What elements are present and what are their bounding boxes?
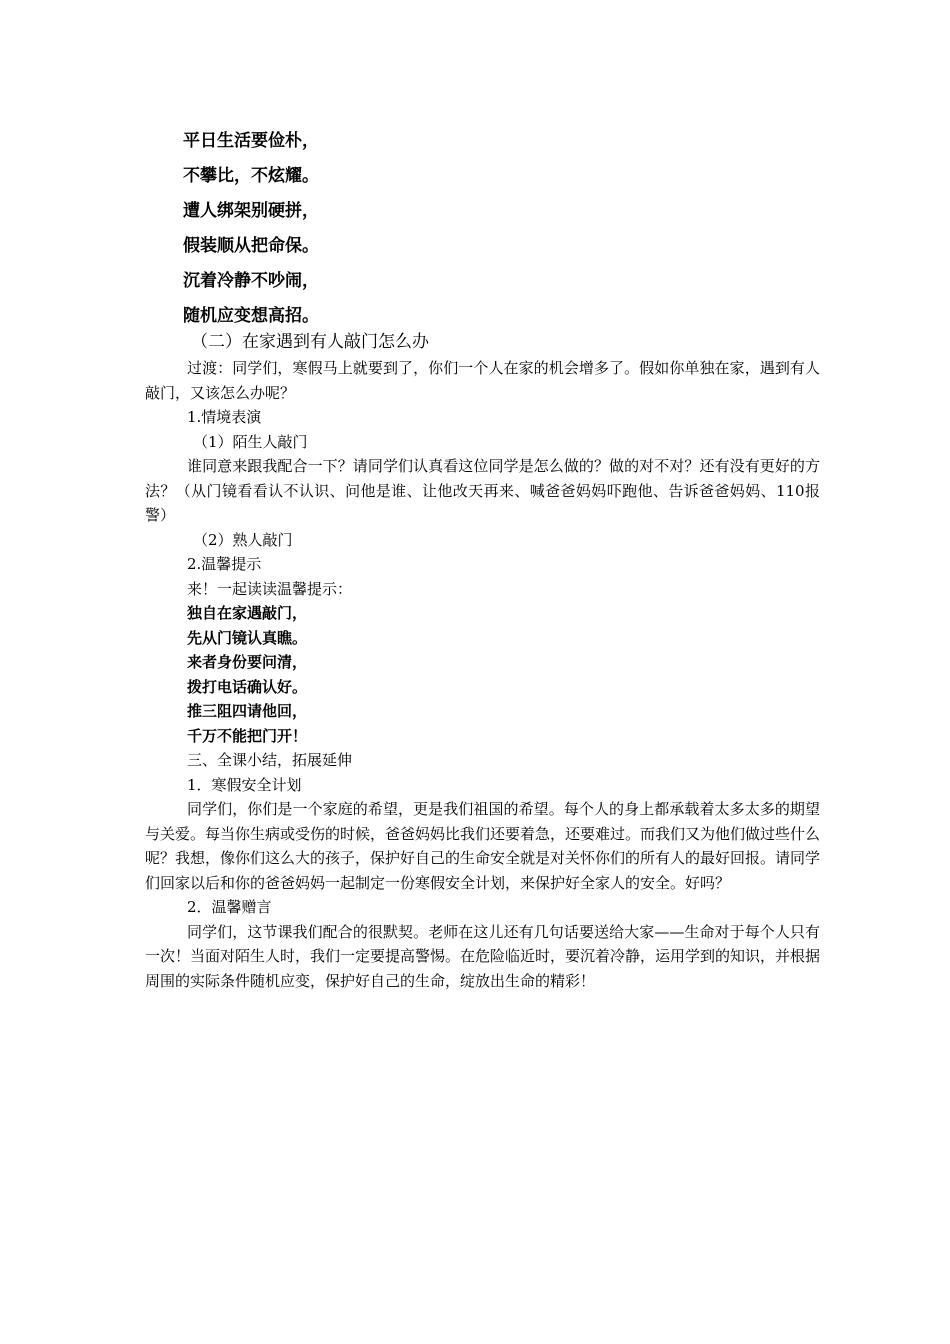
safety-rhyme (183, 124, 583, 334)
rhyme-line: 不攀比，不炫耀。 (183, 166, 319, 186)
item-title-message: 2．温馨赠言 (187, 898, 272, 916)
message-paragraph: 同学们，这节课我们配合的很默契。老师在这儿还有几句话要送给大家——生命对于每个人只有一次！当面对陌生人时，我们一定要提高警惕。在危险临近时，要沉着冷静，运用学到的知识，并根据周围的实际条件随机应变，保护好自己的生命，绽放出生命的精彩！ (145, 922, 821, 990)
tip-line: 独自在家遇敲门， (187, 604, 308, 622)
stranger-paragraph: 谁同意来跟我配合一下？请同学们认真看这位同学是怎么做的？做的对不对？还有没有更好的方法？（从门镜看看认不认识、问他是谁、让他改天再来、喊爸爸妈妈吓跑他、告诉爸爸妈妈、110报警） (145, 457, 820, 524)
lesson-body (145, 328, 820, 993)
tip-line: 先从门镜认真瞧。 (187, 628, 308, 647)
rhyme-line: 沉着冷静不吵闹， (183, 271, 319, 291)
tip-line: 千万不能把门开！ (187, 726, 308, 745)
sub-title-acquaintance: （2）熟人敲门 (193, 530, 293, 549)
transition-paragraph: 过渡：同学们，寒假马上就要到了，你们一个人在家的机会增多了。假如你单独在家，遇到有人敲门，又该怎么办呢？ (145, 359, 820, 402)
winter-plan-paragraph: 同学们，你们是一个家庭的希望，更是我们祖国的希望。每个人的身上都承载着太多太多的期望与关爱。每当你生病或受伤的时候，爸爸妈妈比我们还要着急，还要难过。而我们又为他们做过些什么呢？我想，像你们这么大的孩子，保护好自己的生命安全就是对关怀你们的所有人的最好回报。请同学们回家以后和你的爸爸妈妈一起制定一份寒假安全计划，来保护好全家人的安全。好吗？ (145, 800, 821, 892)
tip-intro: 来！一起读读温馨提示： (187, 579, 353, 598)
rhyme-line: 遭人绑架别硬拼， (183, 201, 319, 221)
section-heading-knock: （二）在家遇到有人敲门怎么办 (191, 332, 429, 352)
item-title-role-play: 1.情境表演 (187, 408, 262, 426)
rhyme-line: 随机应变想高招。 (183, 306, 319, 326)
rhyme-line: 平日生活要俭朴， (183, 131, 319, 151)
sub-title-stranger: （1）陌生人敲门 (193, 432, 308, 451)
section-heading-summary: 三、全课小结，拓展延伸 (187, 751, 353, 769)
tip-line: 推三阻四请他回， (187, 702, 308, 720)
item-title-tips: 2.温馨提示 (187, 555, 262, 573)
item-title-winter-plan: 1．寒假安全计划 (187, 775, 302, 794)
rhyme-line: 假装顺从把命保。 (183, 236, 319, 256)
tip-line: 来者身份要问清， (187, 653, 308, 671)
tip-line: 拨打电话确认好。 (187, 677, 308, 696)
